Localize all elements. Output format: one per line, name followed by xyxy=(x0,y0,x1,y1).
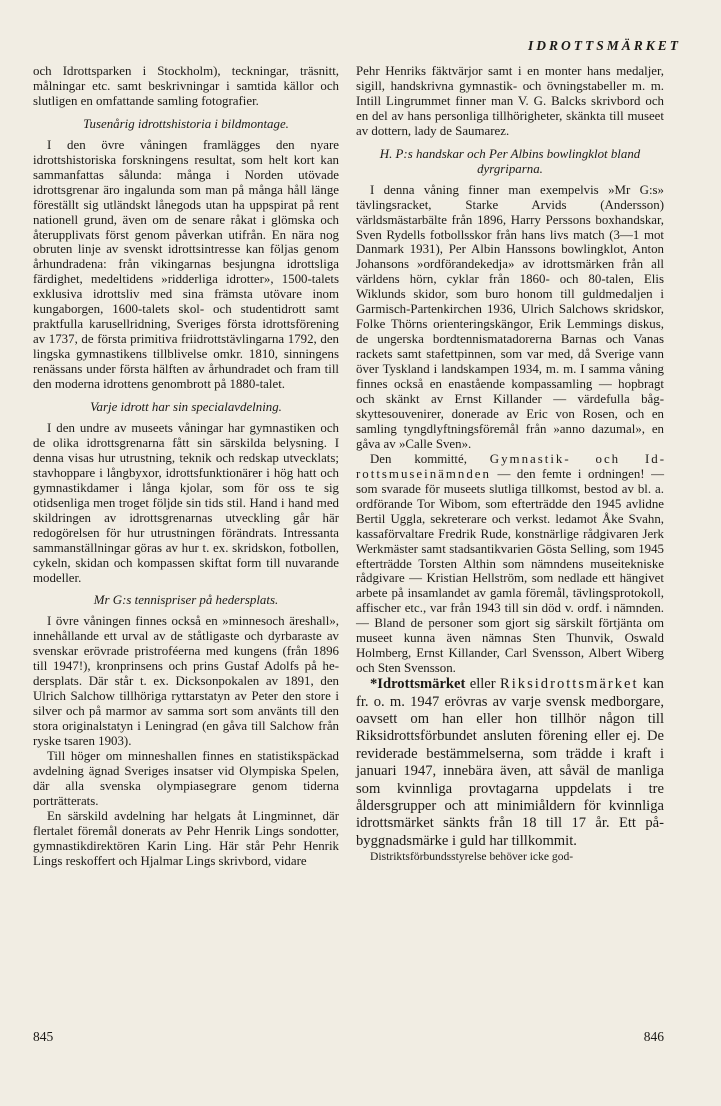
paragraph: I den övre våningen framlägges den nyare idrottshistoriska forskningens resultat, som helt kort kan sammanfattas sålunda: många i Norden utövade idrottsgrenar äro ingalunda som man på många håll länge föreställt sig utländskt lånegods utan ha uppspirat på rent nationell grund, även om de senare råkat i glömska och återupplivats först genom påverkan utifrån. En nära nog obruten linje av svenskt idrottsintresse kan följas genom århundradena: från vikingarnas besjungna idrottsliga färdighet, medeltidens »ridderliga idrotter», 1500-talets exklusiva idrottsliv med sina främsta utövare inom kungaborgen, 1600-talets skol- och studentidrott samt praktfulla karusellridning, Sveriges första idrottsförening av 1737, de första primitiva friidrottstävlingarna 1792, den lingska gymnastikens tillblivelse omkr. 1810, sinningens renässans under första hälften av århundradet och fram till den moderna idrottens genombrott på 1880-talet. xyxy=(33,137,339,392)
text-run: — den femte i ordningen! — som svarade för museets slutliga tillkomst, bestod av bl. a. ordförande Tor Wibom, som efterträdde den 1945 avlidne Bertil Uggla, sekreterare och verkst. ledamot Åke Svahn, kassaförvaltare Fredrik Rude, konstnärlige rådgivaren Jerk Werkmäster samt stadsantikvarien Gösta Selling, som 1945 efterträdde Torsten Althin som nämndens museitekniske rådgivare — Kristian Hellström, som nedlade ett hängivet arbete på insamlandet av gamla föremål, tävlingsprotokoll, affischer etc., var från 1943 till sin död v. ordf. i nämnden. — Bland de personer som gjort sig särskilt förtjänta om museet kunna även nämnas Sten Thunvik, Oswald Holmberg, Ernst Killander, Carl Svensson, Albert Wiberg och Sten Svensson. xyxy=(356,466,664,676)
footnote-continuation: Distriktsförbundsstyrelse behöver icke god- xyxy=(370,850,574,864)
text-run: kan fr. o. m. 1947 erövras av varje svensk medborgare, oavsett om han eller hon tillhör någon till Riksidrottsförbundet ansluten förening eller ej. De reviderade bestämmelserna, som trädde i kraft i januari 1947, innebära även, att såväl de manliga som kvinnliga provtagarna uppdelats i tre åldersgrupper och att minimiåldern för kvinnliga idrottsmärket sänkts från 18 till 17 år. Ett påbyggnadsmärke i guld har tillkommit. xyxy=(356,676,664,849)
left-column xyxy=(33,64,339,869)
footnote-paragraph xyxy=(356,676,664,850)
paragraph: En särskild avdelning har helgats åt Lingminnet, där flertalet föremål donerats av Pehr Henrik Lings sondotter, gymnastikdirektören Karin Ling. Här står Pehr Henrik Lings reskoffert och Hjalmar Lings skrivbord, vidare xyxy=(33,808,339,868)
text-run: eller xyxy=(465,676,500,693)
paragraph: I den undre av museets våningar har gymnastiken och de olika idrottsgrenarna fått sin särskilda belysning. I denna visas hur utrustning, teknik och redskap utvecklats; stavhoppare i långbyxor, idrottsfunktionärer i hög hatt och gymnastikdamer i långa kjolar, som för oss te sig otidsenliga men troget följde sin tids stil. Hand i hand med skildringen av idrottsgrenarnas utveckling går här redogörelsen för hur utrustningen förändrats. Intressanta sammanställningar göras av hur t. ex. skridskon, fotbollen, cykeln, skidan och kompassen skiftat form till nuvarande modeller. xyxy=(33,420,339,585)
paragraph: Till höger om minneshallen finnes en statistikspäckad avdelning ägnad Sveriges insatser vid Olympiska Spelen, där alla svenska olympiasegrare genom tiderna porträtterats. xyxy=(33,748,339,808)
text-run: Den kommitté, xyxy=(370,451,490,466)
paragraph xyxy=(356,452,664,676)
right-column xyxy=(356,64,664,864)
paragraph: Pehr Henriks fäktvärjor samt i en monter hans medaljer, sigill, handskrivna gymnastik- och övningstabeller m. m. Intill Lingrummet finner man V. G. Balcks skrivbord och en del av hans personliga tillhörigheter, skänkta till museet av dottern, lady de Saumarez. xyxy=(356,64,664,138)
section-heading: H. P:s handskar och Per Albins bowlingklot bland dyrgriparna. xyxy=(379,146,641,176)
footnote-lead: *Idrottsmärket xyxy=(370,676,466,693)
paragraph: och Idrottsparken i Stockholm), teckningar, träsnitt, målningar etc. samt beskrivningar i samtida källor och slutligen en omfattande samling fotografier. xyxy=(33,64,339,108)
paragraph: I övre våningen finnes också en »minnesoch äreshall», innehållande ett urval av de ståtligaste och dyrbaraste av svenskar erövrade pristroféerna med kungens (från 1896 till 1947!), kronprinsens och prins Gustaf Adolfs på hedersplats. Där står t. ex. Dicksonpokalen av 1891, den Ulrich Salchow tillhöriga ryttarstatyn av Peter den store i silver och på marmor av samma sort som använts till den stora originalstatyn i Leningrad (en gåva till Salchow från ryske tsaren 1903). xyxy=(33,614,339,749)
page-number-left: 845 xyxy=(33,1029,54,1044)
page-number-right: 846 xyxy=(643,1029,664,1044)
section-heading: Varje idrott har sin specialavdelning. xyxy=(90,400,282,415)
section-heading: Mr G:s tennispriser på hedersplats. xyxy=(93,593,279,608)
spaced-name: Gymnastik- och Idrottsmuseinämnden xyxy=(356,451,664,481)
paragraph: I denna våning finner man exempelvis »Mr G:s» tävlingsracket, Starke Arvids (Andersson) världsmästarbälte från 1896, Harry Perssons boxhandskar, Sven Rydells fotbollsskor från hans livs match (3—1 mot Danmark 1931), Per Albin Hanssons bowlingklot, Anton Johansons »ordförandekedja» av idrottsmärken från all världens hörn, cyklar från 1860- och 80-talen, Elis Wiklunds skidor, som buro honom till guldmedaljen i Garmisch-Partenkirchen 1936, Ulrich Salchows skridskor, Folke Thörns orienteringskängor, Erik Lemmings diskus, de ungerska bordtennismatadorerna Barnas och Vanas rackets samt stafettpinnen, som var med, då Sverige vann över Tyskland i landskampen 1934, m. m. I samma våning finnes också en enastående kompassamling — hopbragt och skänkt av Ernst Killander — värdefulla bågskyttesouvenirer, donerade av Eric von Rosen, och en samling tyngdlyftningsföremål från »anno dazumal», en gåva av »Calle Sven». xyxy=(356,182,664,451)
spaced-name: Riksidrottsmärket xyxy=(499,676,639,693)
section-heading: Tusenårig idrottshistoria i bildmontage. xyxy=(83,116,289,131)
running-head: IDROTTSMÄRKET xyxy=(527,38,681,53)
